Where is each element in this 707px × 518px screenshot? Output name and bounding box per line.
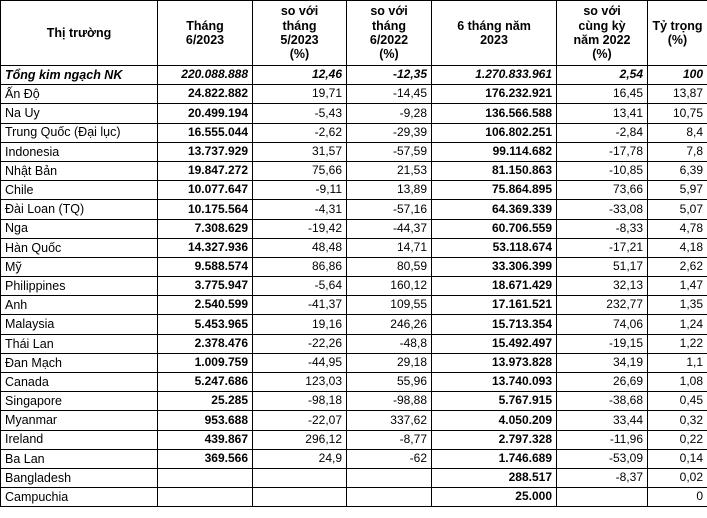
cell-vs-year-month: 14,71 [347,238,432,257]
cell-share: 0 [648,488,707,507]
cell-vs-year-period: -2,84 [557,123,648,142]
column-header-line: tháng [282,18,317,33]
cell-share: 1,35 [648,296,707,315]
cell-six-month: 1.746.689 [432,449,557,468]
column-header-line: (%) [379,47,399,62]
cell-vs-year-month: -62 [347,449,432,468]
cell-vs-year-month: -57,16 [347,200,432,219]
cell-six-month: 13.973.828 [432,353,557,372]
cell-six-month: 13.740.093 [432,373,557,392]
table-row [1,219,707,238]
market-name-cell: Đan Mạch [1,353,158,372]
table-row [1,296,707,315]
column-header-1 [158,1,253,66]
cell-vs-year-month: 337,62 [347,411,432,430]
cell-month: 10.175.564 [158,200,253,219]
table-row [1,392,707,411]
cell-vs-year-period: 32,13 [557,277,648,296]
column-header-5 [557,1,648,66]
cell-vs-year-month: 21,53 [347,161,432,180]
market-name-cell: Malaysia [1,315,158,334]
column-header-line: cùng kỳ [578,18,626,33]
cell-month [158,488,253,507]
table-row [1,449,707,468]
cell-six-month: 288.517 [432,468,557,487]
cell-share: 1,22 [648,334,707,353]
cell-six-month: 53.118.674 [432,238,557,257]
cell-vs-year-month: -44,37 [347,219,432,238]
cell-share: 5,07 [648,200,707,219]
cell-month: 24.822.882 [158,85,253,104]
table-row [1,277,707,296]
cell-vs-prev-month: -44,95 [253,353,347,372]
cell-share: 4,18 [648,238,707,257]
cell-six-month: 136.566.588 [432,104,557,123]
column-header-line: (%) [592,47,612,62]
cell-share: 1,47 [648,277,707,296]
cell-month: 20.499.194 [158,104,253,123]
table-header [1,1,707,66]
cell-month [158,468,253,487]
table-row [1,411,707,430]
table-row [1,334,707,353]
cell-vs-year-period: 13,41 [557,104,648,123]
cell-vs-year-period: 33,44 [557,411,648,430]
cell-vs-prev-month [253,488,347,507]
cell-vs-year-period: -19,15 [557,334,648,353]
cell-month: 13.737.929 [158,142,253,161]
cell-six-month: 81.150.863 [432,161,557,180]
cell-vs-prev-month: 48,48 [253,238,347,257]
cell-vs-year-period: -17,78 [557,142,648,161]
cell-six-month: 64.369.339 [432,200,557,219]
column-header-line: Thị trường [46,25,112,40]
table-row [1,373,707,392]
cell-vs-prev-month: -41,37 [253,296,347,315]
cell-vs-prev-month: 31,57 [253,142,347,161]
cell-six-month: 4.050.209 [432,411,557,430]
cell-vs-year-month [347,468,432,487]
cell-six-month: 25.000 [432,488,557,507]
market-name-cell: Đài Loan (TQ) [1,200,158,219]
cell-vs-prev-month: 123,03 [253,373,347,392]
cell-vs-year-month: 13,89 [347,181,432,200]
cell-vs-year-period: 73,66 [557,181,648,200]
market-name-cell: Myanmar [1,411,158,430]
market-name-cell: Tổng kim ngạch NK [1,66,158,85]
column-header-2 [253,1,347,66]
market-name-cell: Hàn Quốc [1,238,158,257]
market-name-cell: Singapore [1,392,158,411]
market-name-cell: Bangladesh [1,468,158,487]
column-header-0 [1,1,158,66]
column-header-line: 6/2023 [185,33,225,47]
cell-vs-prev-month: 86,86 [253,257,347,276]
cell-share: 0,14 [648,449,707,468]
cell-vs-year-period: 26,69 [557,373,648,392]
cell-vs-year-period [557,488,648,507]
cell-vs-year-month: 246,26 [347,315,432,334]
cell-month: 14.327.936 [158,238,253,257]
cell-vs-year-period: -11,96 [557,430,648,449]
table-row [1,181,707,200]
cell-six-month: 176.232.921 [432,85,557,104]
cell-month: 9.588.574 [158,257,253,276]
market-name-cell: Canada [1,373,158,392]
market-name-cell: Ấn Độ [1,85,158,104]
market-name-cell: Nhật Bản [1,161,158,180]
cell-six-month: 75.864.895 [432,181,557,200]
market-name-cell: Campuchia [1,488,158,507]
cell-share: 10,75 [648,104,707,123]
cell-month: 2.540.599 [158,296,253,315]
cell-month: 3.775.947 [158,277,253,296]
column-header-line: Tỷ trọng [652,18,703,33]
cell-vs-year-month: -48,8 [347,334,432,353]
column-header-line: (%) [289,47,310,62]
cell-share: 4,78 [648,219,707,238]
table-row [1,161,707,180]
market-name-cell: Philippines [1,277,158,296]
cell-six-month: 33.306.399 [432,257,557,276]
cell-vs-prev-month: -22,07 [253,411,347,430]
cell-vs-year-month: 29,18 [347,353,432,372]
cell-share: 0,02 [648,468,707,487]
column-header-3 [347,1,432,66]
market-name-cell: Nga [1,219,158,238]
cell-six-month: 15.713.354 [432,315,557,334]
cell-vs-prev-month: -9,11 [253,181,347,200]
table-row [1,142,707,161]
cell-vs-year-period: 2,54 [557,66,648,85]
cell-vs-year-period: 232,77 [557,296,648,315]
cell-month: 1.009.759 [158,353,253,372]
cell-vs-prev-month: 19,16 [253,315,347,334]
cell-vs-prev-month [253,468,347,487]
market-name-cell: Trung Quốc (Đại lục) [1,123,158,142]
market-name-cell: Thái Lan [1,334,158,353]
cell-month: 2.378.476 [158,334,253,353]
column-header-line: năm 2022 [573,33,631,47]
cell-vs-year-month: -9,28 [347,104,432,123]
table-row [1,123,707,142]
cell-vs-year-period: -53,09 [557,449,648,468]
cell-vs-year-period: 34,19 [557,353,648,372]
table-row [1,315,707,334]
cell-month: 5.247.686 [158,373,253,392]
column-header-line: 6/2022 [369,33,409,47]
table-row [1,104,707,123]
cell-six-month: 15.492.497 [432,334,557,353]
cell-vs-prev-month: -4,31 [253,200,347,219]
cell-vs-year-month: 55,96 [347,373,432,392]
market-name-cell: Na Uy [1,104,158,123]
cell-vs-prev-month: 24,9 [253,449,347,468]
cell-month: 953.688 [158,411,253,430]
cell-vs-year-month: 109,55 [347,296,432,315]
cell-vs-prev-month: 12,46 [253,66,347,85]
cell-vs-year-month: 160,12 [347,277,432,296]
cell-month: 16.555.044 [158,123,253,142]
cell-month: 7.308.629 [158,219,253,238]
cell-vs-year-period: 51,17 [557,257,648,276]
cell-month: 439.867 [158,430,253,449]
column-header-4 [432,1,557,66]
column-header-line: Tháng [186,18,224,33]
cell-vs-year-period: -8,33 [557,219,648,238]
cell-share: 100 [648,66,707,85]
column-header-line: (%) [667,33,688,47]
column-header-line: so với [583,4,621,19]
cell-six-month: 17.161.521 [432,296,557,315]
cell-share: 1,1 [648,353,707,372]
cell-vs-prev-month: -19,42 [253,219,347,238]
table-row [1,85,707,104]
table-row [1,430,707,449]
cell-vs-prev-month: 296,12 [253,430,347,449]
cell-six-month: 18.671.429 [432,277,557,296]
market-name-cell: Anh [1,296,158,315]
cell-vs-year-month: -12,35 [347,66,432,85]
cell-six-month: 106.802.251 [432,123,557,142]
cell-month: 5.453.965 [158,315,253,334]
column-header-6 [648,1,707,66]
cell-share: 2,62 [648,257,707,276]
market-name-cell: Mỹ [1,257,158,276]
cell-vs-year-period: -8,37 [557,468,648,487]
column-header-line: 5/2023 [280,33,319,47]
column-header-line: so với [280,4,319,19]
column-header-line: 6 tháng năm [457,18,531,33]
cell-vs-year-month: -98,88 [347,392,432,411]
cell-vs-prev-month: -98,18 [253,392,347,411]
cell-vs-prev-month: -5,64 [253,277,347,296]
table-header-row [1,1,707,66]
cell-six-month: 60.706.559 [432,219,557,238]
cell-share: 0,22 [648,430,707,449]
table-row [1,238,707,257]
cell-six-month: 5.767.915 [432,392,557,411]
cell-vs-prev-month: -22,26 [253,334,347,353]
cell-month: 10.077.647 [158,181,253,200]
cell-six-month: 1.270.833.961 [432,66,557,85]
cell-share: 1,08 [648,373,707,392]
table-row [1,488,707,507]
cell-share: 13,87 [648,85,707,104]
table-body [1,66,707,507]
cell-vs-year-month: 80,59 [347,257,432,276]
cell-share: 6,39 [648,161,707,180]
column-header-line: 2023 [480,33,508,47]
market-name-cell: Indonesia [1,142,158,161]
cell-six-month: 99.114.682 [432,142,557,161]
table-row [1,468,707,487]
cell-vs-year-month: -57,59 [347,142,432,161]
cell-month: 25.285 [158,392,253,411]
cell-six-month: 2.797.328 [432,430,557,449]
cell-vs-year-period: 74,06 [557,315,648,334]
market-name-cell: Ba Lan [1,449,158,468]
cell-vs-year-period: -33,08 [557,200,648,219]
market-name-cell: Chile [1,181,158,200]
cell-vs-year-month [347,488,432,507]
table-row [1,257,707,276]
table-row [1,200,707,219]
cell-vs-year-month: -14,45 [347,85,432,104]
cell-vs-year-period: 16,45 [557,85,648,104]
cell-vs-year-period: -38,68 [557,392,648,411]
cell-vs-year-period: -17,21 [557,238,648,257]
cell-vs-prev-month: 19,71 [253,85,347,104]
column-header-line: tháng [371,18,407,33]
cell-vs-year-period: -10,85 [557,161,648,180]
cell-vs-prev-month: -2,62 [253,123,347,142]
cell-vs-year-month: -8,77 [347,430,432,449]
table-row [1,353,707,372]
cell-share: 7,8 [648,142,707,161]
cell-vs-year-month: -29,39 [347,123,432,142]
cell-share: 8,4 [648,123,707,142]
table-row [1,66,707,85]
cell-share: 0,32 [648,411,707,430]
cell-vs-prev-month: -5,43 [253,104,347,123]
cell-month: 19.847.272 [158,161,253,180]
cell-share: 5,97 [648,181,707,200]
cell-share: 1,24 [648,315,707,334]
cell-share: 0,45 [648,392,707,411]
market-name-cell: Ireland [1,430,158,449]
cell-month: 369.566 [158,449,253,468]
cell-vs-prev-month: 75,66 [253,161,347,180]
cell-month: 220.088.888 [158,66,253,85]
column-header-line: so với [370,4,408,19]
